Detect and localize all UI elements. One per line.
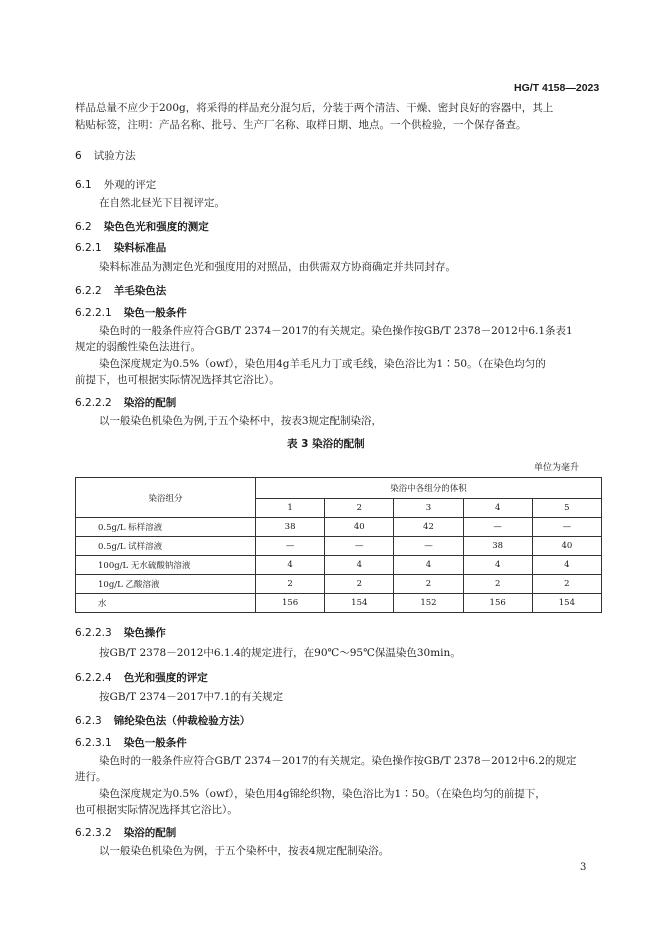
heading-title: 试验方法 [93,150,136,162]
table-cell: 156 [256,594,325,613]
heading-title: 染色一般条件 [123,307,187,319]
paragraph-6-2-2-1-c: 染色深度规定为0.5%（owf），染色用4g羊毛凡力丁或毛线，染色浴比为1∶50。（在染色均匀的 [99,358,546,370]
table-cell: — [394,537,463,556]
heading-title: 染料标准品 [113,242,167,254]
heading-6-2-2-1 [75,305,187,320]
heading-number: 6.2.2.4 [75,672,112,684]
heading-title: 羊毛染色法 [113,285,167,297]
paragraph-6-2-2-1-a: 染色时的一般条件应符合GB/T 2374－2017的有关规定。染色操作按GB/T 2378－2012中6.1条表1 [99,325,573,337]
table-3 [75,477,602,613]
heading-6-2-2-4 [75,670,208,685]
heading-title: 外观的评定 [103,179,157,191]
table-row [76,537,602,556]
table-row-label: 水 [76,594,256,613]
paragraph-6-2-3-2: 以一般染色机染色为例，于五个染杯中，按表4规定配制染浴。 [99,845,390,857]
heading-number: 6.2.2.2 [75,397,112,409]
paragraph-6-2-3-1-c: 染色深度规定为0.5%（owf），染色用4g锦纶织物，染色浴比为1∶50。（在染色均匀的前提下， [99,788,546,800]
table-cell: 152 [394,594,463,613]
table-cell: 4 [463,556,532,575]
heading-6-1 [75,177,156,192]
heading-6 [75,148,136,163]
table-cell: 40 [532,537,601,556]
heading-number: 6.1 [75,179,92,191]
table-row-label: 0.5g/L 标样溶液 [76,518,256,537]
table-cell: 38 [463,537,532,556]
paragraph-6-2-2-3: 按GB/T 2378－2012中6.1.4的规定进行，在90℃～95℃保温染色30min。 [99,647,461,659]
heading-6-2-2-3 [75,625,166,640]
table-cell: 4 [394,556,463,575]
table-span-header: 染浴中各组分的体积 [256,478,602,499]
heading-title: 染浴的配制 [123,397,177,409]
table-row-label: 0.5g/L 试样溶液 [76,537,256,556]
paragraph-6-2-3-1-a: 染色时的一般条件应符合GB/T 2374－2017的有关规定。染色操作按GB/T 2378－2012中6.2的规定 [99,755,577,767]
table-cell: 4 [532,556,601,575]
heading-number: 6.2 [75,221,92,233]
heading-number: 6.2.1 [75,242,102,254]
table-cell: — [325,537,394,556]
heading-number: 6.2.2 [75,285,102,297]
table-col-header: 4 [463,499,532,518]
paragraph-sampling: 样品总量不应少于200g，将采得的样品充分混匀后，分装于两个清洁、干燥、密封良好的容器中，其上 [75,102,554,114]
heading-6-2-2-2 [75,395,176,410]
heading-6-2-2 [75,283,166,298]
paragraph-6-1: 在自然北昼光下目视评定。 [99,197,225,209]
table-cell: — [532,518,601,537]
table-col-header: 3 [394,499,463,518]
page-number: 3 [580,862,587,873]
table-cell: 2 [532,575,601,594]
table-row [76,594,602,613]
heading-title: 色光和强度的评定 [123,672,208,684]
heading-6-2 [75,219,209,234]
heading-title: 染色操作 [123,627,166,639]
table-cell: 38 [256,518,325,537]
table-cell: 4 [325,556,394,575]
heading-title: 锦纶染色法（仲裁检验方法） [113,715,251,727]
table-row [76,556,602,575]
table-cell: — [463,518,532,537]
table-3-unit: 单位为毫升 [534,463,580,473]
heading-6-2-3-1 [75,735,187,750]
table-cell: 2 [325,575,394,594]
paragraph-6-2-2-2: 以一般染色机染色为例,于五个染杯中，按表3规定配制染浴， [99,415,383,427]
table-row-label: 10g/L 乙酸溶液 [76,575,256,594]
table-cell: 4 [256,556,325,575]
table-row [76,575,602,594]
paragraph-6-2-3-1-b: 进行。 [75,771,107,783]
table-cell: 40 [325,518,394,537]
table-cell: 156 [463,594,532,613]
heading-number: 6.2.3.1 [75,737,112,749]
heading-6-2-3-2 [75,825,176,840]
paragraph-6-2-2-4: 按GB/T 2374－2017中7.1的有关规定 [99,691,284,703]
paragraph-sampling-cont: 粘贴标签，注明：产品名称、批号、生产厂名称、取样日期、地点。一个供检验，一个保存备查。 [75,119,527,131]
table-cell: — [256,537,325,556]
heading-title: 染浴的配制 [123,827,177,839]
table-col-header: 1 [256,499,325,518]
table-col-header: 2 [325,499,394,518]
standard-code: HG/T 4158—2023 [514,82,600,94]
paragraph-6-2-2-1-d: 前提下，也可根据实际情况选择其它浴比）。 [75,374,280,386]
heading-title: 染色一般条件 [123,737,187,749]
table-col-header: 5 [532,499,601,518]
table-cell: 42 [394,518,463,537]
table-row-label: 100g/L 无水硫酸钠溶液 [76,556,256,575]
paragraph-6-2-3-1-d: 也可根据实际情况选择其它浴比）。 [75,804,238,816]
table-cell: 154 [325,594,394,613]
heading-number: 6.2.2.3 [75,627,112,639]
table-3-title: 表 3 染浴的配制 [287,438,365,450]
paragraph-6-2-2-1-b: 规定的弱酸性染色法进行。 [75,341,201,353]
paragraph-6-2-1: 染料标准品为测定色光和强度用的对照品，由供需双方协商确定并共同封存。 [99,261,456,273]
table-cell: 2 [256,575,325,594]
table-group-header: 染浴组分 [76,478,256,518]
heading-number: 6.2.3 [75,715,102,727]
heading-6-2-1 [75,240,166,255]
table-cell: 2 [463,575,532,594]
table-cell: 2 [394,575,463,594]
table-row [76,518,602,537]
heading-6-2-3 [75,713,250,728]
table-cell: 154 [532,594,601,613]
heading-title: 染色色光和强度的测定 [103,221,209,233]
heading-number: 6.2.3.2 [75,827,112,839]
heading-number: 6.2.2.1 [75,307,112,319]
heading-number: 6 [75,150,82,162]
